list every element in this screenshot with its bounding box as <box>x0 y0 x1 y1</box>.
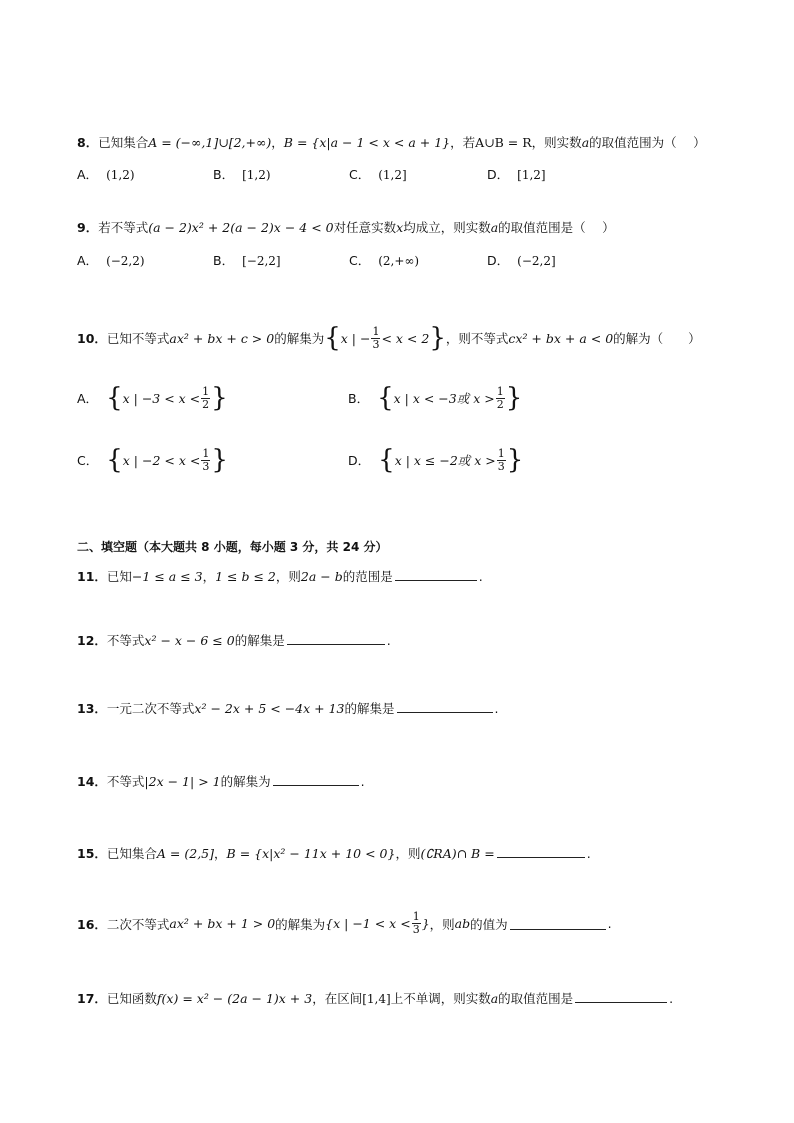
math-expression: 1 ≤ b ≤ 2 <box>215 569 276 584</box>
question-number: 15． <box>77 846 107 861</box>
option-d[interactable] <box>348 447 523 473</box>
fraction-numerator: 1 <box>497 446 505 460</box>
question-text: 一元二次不等式 <box>106 701 195 716</box>
question-12 <box>77 631 391 649</box>
fraction <box>371 326 380 351</box>
math-expression: A∪B = R <box>475 135 532 150</box>
question-text: 已知集合 <box>106 846 157 861</box>
option-label: B． <box>213 253 235 268</box>
option-c[interactable] <box>77 447 228 473</box>
math-expression: B = {x|x² − 11x + 10 < 0} <box>226 846 396 861</box>
question-text: 的解集为 <box>274 331 325 346</box>
math-expression: x² − x − 6 ≤ 0 <box>144 633 235 648</box>
fraction-denominator: 3 <box>202 459 210 473</box>
question-text: 若不等式 <box>98 220 149 235</box>
question-number: 17． <box>77 991 107 1006</box>
option-b[interactable] <box>348 385 522 411</box>
question-text: 已知函数 <box>106 991 157 1006</box>
question-text: 已知不等式 <box>106 331 170 346</box>
fraction-numerator: 1 <box>372 324 380 338</box>
question-text: 的取值范围为（ ） <box>589 135 706 150</box>
question-end: . <box>586 846 591 861</box>
math-expression: cx² + bx + a < 0 <box>508 330 614 346</box>
question-text: ，则实数 <box>531 135 582 150</box>
math-variable: a <box>581 135 590 150</box>
option-label: A． <box>77 253 99 268</box>
right-brace: } <box>211 383 228 413</box>
option-value: (−2,2) <box>106 254 145 268</box>
left-brace: { <box>378 445 395 475</box>
math-expression: f(x) = x² − (2a − 1)x + 3 <box>156 991 313 1006</box>
math-expression: x² − 2x + 5 < −4x + 13 <box>194 701 345 716</box>
math-expression: (a − 2)x² + 2(a − 2)x − 4 < 0 <box>148 220 334 235</box>
question-text: 上不单调，则实数 <box>390 991 491 1006</box>
fraction-denominator: 3 <box>372 337 380 351</box>
question-end: . <box>607 916 612 931</box>
question-9 <box>77 218 615 236</box>
option-d[interactable] <box>487 165 546 183</box>
math-expression: } <box>421 916 430 931</box>
answer-blank[interactable] <box>510 917 606 930</box>
option-label: B． <box>213 167 235 182</box>
question-end: . <box>386 633 391 648</box>
question-text: ，则 <box>275 569 301 584</box>
option-value: x | x < −3或 x > <box>393 391 495 406</box>
option-value: x | x ≤ −2或 x > <box>394 453 496 468</box>
question-text: 的解集为 <box>220 774 271 789</box>
math-expression: A = (−∞,1]∪[2,+∞) <box>148 135 272 150</box>
fraction-denominator: 3 <box>497 459 505 473</box>
fraction-denominator: 3 <box>412 923 420 936</box>
option-a[interactable] <box>77 251 145 269</box>
question-number: 11． <box>77 569 107 584</box>
right-brace: } <box>211 445 228 475</box>
question-end: . <box>494 701 499 716</box>
math-expression: (∁RA)∩ B = <box>420 846 495 861</box>
math-expression: ax² + bx + 1 > 0 <box>169 916 276 931</box>
right-brace: } <box>505 383 523 413</box>
fraction <box>497 448 506 473</box>
question-text: 不等式 <box>106 633 145 648</box>
question-text: 的解集是 <box>344 701 395 716</box>
fraction-numerator: 1 <box>202 384 210 398</box>
left-brace: { <box>106 445 123 475</box>
option-value: [−2,2] <box>242 254 281 268</box>
option-value: [1,2) <box>242 168 271 182</box>
math-variable: a <box>490 991 499 1006</box>
left-brace: { <box>377 383 394 413</box>
question-text: ，则 <box>429 916 455 932</box>
math-expression: B = {x|a − 1 < x < a + 1} <box>283 135 451 150</box>
separator: ， <box>271 135 284 150</box>
option-label: D． <box>487 253 510 268</box>
answer-blank[interactable] <box>287 632 385 645</box>
option-b[interactable] <box>213 165 271 183</box>
option-label: D． <box>487 167 510 182</box>
math-expression: [1,4] <box>362 992 391 1006</box>
question-number: 12． <box>77 633 107 648</box>
option-value: (2,+∞) <box>378 254 420 268</box>
question-text: 不等式 <box>106 774 145 789</box>
answer-blank[interactable] <box>575 990 667 1003</box>
question-end: . <box>669 991 674 1006</box>
option-value: (−2,2] <box>517 254 556 268</box>
question-number: 8． <box>77 135 99 150</box>
question-text: 的解集是 <box>234 633 285 648</box>
option-c[interactable] <box>349 165 407 183</box>
answer-blank[interactable] <box>497 845 585 858</box>
math-expression: x | − <box>340 330 371 346</box>
left-brace: { <box>106 383 123 413</box>
math-expression: {x | −1 < x < <box>325 916 411 931</box>
math-variable: x <box>396 220 404 235</box>
question-text: 已知 <box>106 569 132 584</box>
math-expression: |2x − 1| > 1 <box>144 774 221 789</box>
question-end: . <box>478 569 483 584</box>
question-number: 14． <box>77 774 107 789</box>
option-label: C． <box>349 253 371 268</box>
answer-blank[interactable] <box>395 568 477 581</box>
answer-blank[interactable] <box>273 773 359 786</box>
option-c[interactable] <box>349 251 419 269</box>
question-end: . <box>360 774 365 789</box>
question-number: 13． <box>77 701 107 716</box>
fraction-denominator: 2 <box>496 397 504 411</box>
right-brace: } <box>506 445 524 475</box>
question-text: 的解集为 <box>275 916 326 932</box>
left-brace: { <box>324 323 341 353</box>
option-label: B． <box>348 391 370 406</box>
fraction <box>496 386 505 411</box>
math-variable: a <box>490 220 499 235</box>
fraction-numerator: 1 <box>412 910 420 923</box>
question-10 <box>77 325 701 351</box>
section-heading: 二、填空题（本大题共 8 小题，每小题 3 分，共 24 分） <box>77 540 388 554</box>
question-text: 已知集合 <box>98 135 149 150</box>
question-11 <box>77 567 483 585</box>
question-text: 的范围是 <box>342 569 393 584</box>
option-label: D． <box>348 453 371 468</box>
right-brace: } <box>429 323 446 353</box>
question-15 <box>77 844 591 862</box>
answer-blank[interactable] <box>397 700 493 713</box>
fraction-numerator: 1 <box>496 384 504 398</box>
option-a[interactable] <box>77 385 228 411</box>
math-expression: A = (2,5] <box>156 846 215 861</box>
fraction <box>412 911 421 936</box>
question-8 <box>77 133 706 151</box>
question-number: 9． <box>77 220 99 235</box>
question-text: ，在区间 <box>312 991 363 1006</box>
question-text: ，若 <box>450 135 476 150</box>
option-value: (1,2) <box>106 168 135 182</box>
question-14 <box>77 772 365 790</box>
option-value: [1,2] <box>517 168 546 182</box>
separator: ， <box>202 569 216 584</box>
option-value: x | −2 < x < <box>122 452 201 468</box>
option-value: x | −3 < x < <box>122 390 201 406</box>
question-text: 二次不等式 <box>106 916 170 932</box>
fraction-numerator: 1 <box>202 446 210 460</box>
option-value: (1,2] <box>378 168 407 182</box>
option-label: C． <box>349 167 371 182</box>
fraction-denominator: 2 <box>202 397 210 411</box>
question-number: 16． <box>77 916 107 932</box>
option-label: A． <box>77 391 99 406</box>
question-text: ，则不等式 <box>445 331 509 346</box>
question-number: 10． <box>77 331 107 346</box>
option-label: A． <box>77 167 99 182</box>
question-text: 的取值范围是 <box>498 991 574 1006</box>
math-expression: ax² + bx + c > 0 <box>169 330 275 346</box>
option-b[interactable] <box>213 251 281 269</box>
question-text: 的取值范围是（ ） <box>498 220 615 235</box>
question-16 <box>77 911 612 936</box>
question-17 <box>77 989 673 1007</box>
question-text: 均成立，则实数 <box>403 220 491 235</box>
math-expression: < x < 2 <box>381 330 430 346</box>
question-text: ，则 <box>395 846 421 861</box>
separator: ， <box>214 846 227 861</box>
option-d[interactable] <box>487 251 556 269</box>
question-text: 的值为 <box>470 916 508 932</box>
fraction <box>201 448 210 473</box>
option-a[interactable] <box>77 165 135 183</box>
question-text: 对任意实数 <box>333 220 397 235</box>
question-13 <box>77 699 499 717</box>
question-text: 的解为（ ） <box>613 331 701 346</box>
math-expression: −1 ≤ a ≤ 3 <box>131 569 203 584</box>
math-expression: 2a − b <box>300 569 343 584</box>
fraction <box>201 386 210 411</box>
math-expression: ab <box>454 916 471 931</box>
option-label: C． <box>77 453 99 468</box>
